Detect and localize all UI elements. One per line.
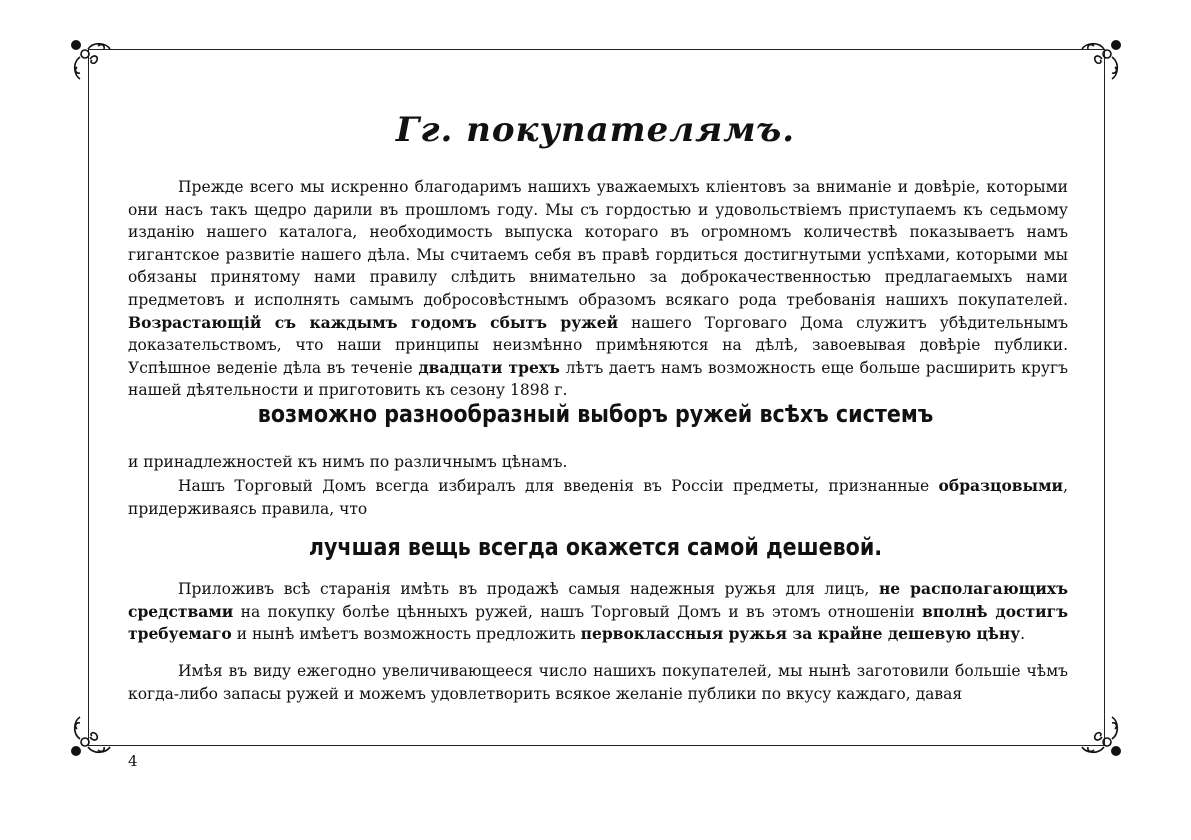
corner-ornament-icon [68,713,114,759]
text-run: лѣтъ даетъ намъ возможность еще больше расширить кругъ нашей дѣятельности и приготовить къ сезону 1898 г. [128,358,1068,400]
stock-paragraph: Имѣя въ виду ежегодно увеличивающееся число нашихъ покупателей, мы нынѣ заготовили большіе чѣмъ когда-либо запасы ружей и можемъ удовлетворить всякое желаніе публики по вкусу каждаго, давая [128,662,1068,703]
text-run: Прежде всего мы искренно благодаримъ нашихъ уважаемыхъ кліентовъ за вниманіе и довѣріе, которыми они насъ такъ щедро дарили въ прошломъ году. Мы съ гордостью и удовольствіемъ приступаемъ къ седьмому изданію нашего каталога, необходимость выпуска котораго въ огромномъ количествѣ показываетъ намъ гигантское развитіе нашего дѣла. Мы считаемъ себя въ правѣ гордиться достигнутыми успѣхами, которыми мы обязаны принятому нами правилу слѣдить внимательно за доброкачественностью предлагаемыхъ нами предметовъ и исполнять самымъ добросовѣстнымъ образомъ всякаго рода требованія нашихъ покупателей. [128,178,1068,309]
bold-phrase: Возрастающій съ каждымъ годомъ сбытъ ружей [128,312,619,332]
text-run: на покупку болѣе цѣнныхъ ружей, нашъ Торговый Домъ и въ этомъ отношеніи [233,602,922,621]
text-run: и нынѣ имѣетъ возможность предложить [231,625,581,644]
bold-phrase: первоклассныя ружья за крайне дешевую цѣну [580,624,1021,644]
corner-ornament-icon [68,37,114,83]
intro-paragraph [128,176,1068,402]
text-run: . [1020,625,1026,644]
offer-paragraph [128,578,1068,646]
accessories-line: и принадлежностей къ нимъ по различнымъ цѣнамъ. [128,453,568,471]
principle-paragraph [128,475,1068,520]
bold-phrase: вполнѣ достигъ требуемаго [128,601,1068,644]
corner-ornament-icon [1078,37,1124,83]
headline-selection: возможно разнообразный выборъ ружей всѣхъ системъ [257,400,934,428]
text-run: Нашъ Торговый Домъ всегда избиралъ для введенія въ Россіи предметы, признанные [178,477,939,495]
text-run: , придерживаясь правила, что [128,477,1068,518]
text-run: нашего Торговаго Дома служитъ убѣдительнымъ доказательствомъ, что наши принципы неизмѣнно примѣняются на дѣлѣ, завоевывая довѣріе публики. Успѣшное веденіе дѣла въ теченіе [128,313,1068,377]
headline-motto: лучшая вещь всегда окажется самой дешевой. [308,533,883,561]
corner-ornament-icon [1078,713,1124,759]
text-run: Приложивъ всѣ старанія имѣть въ продажѣ самыя надежныя ружья для лицъ, [178,580,879,598]
bold-phrase: двадцати трехъ [418,357,560,377]
bold-phrase: образцовыми [938,476,1064,495]
page-title: Гг. покупателямъ. [395,110,796,150]
bold-phrase: не располагающихъ средствами [128,579,1068,621]
page-number: 4 [128,752,138,770]
